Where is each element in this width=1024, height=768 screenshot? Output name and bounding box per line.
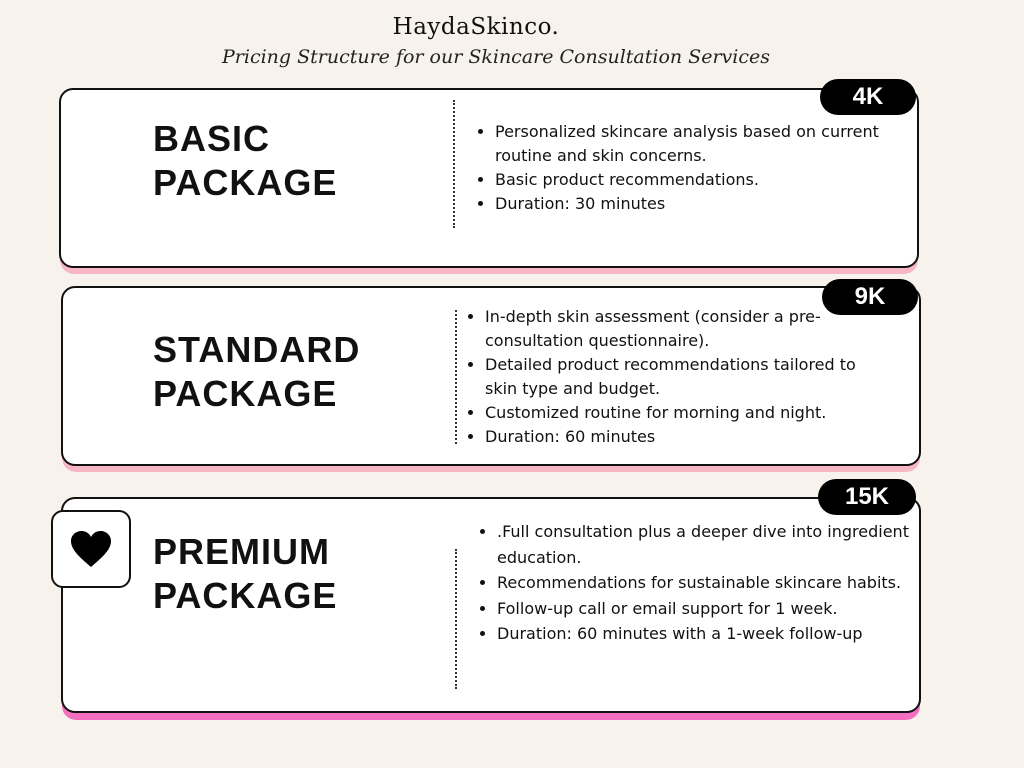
list-item: • Recommendations for sustainable skincare habits. [497,570,917,596]
list-item: • Customized routine for morning and night. [485,401,857,425]
premium-package-title [153,530,337,618]
premium-package-card [61,497,921,713]
basic-title-line2: PACKAGE [153,162,338,203]
list-item: • Duration: 60 minutes with a 1-week follow-up [497,621,917,647]
premium-title-line1: PREMIUM [153,531,330,572]
list-item: • Duration: 60 minutes [485,425,857,449]
list-item: • Personalized skincare analysis based on current routine and skin concerns. [495,120,915,168]
list-item: • Basic product recommendations. [495,168,915,192]
list-item: • Detailed product recommendations tailored to skin type and budget. [485,353,857,401]
premium-price-badge: 15K [818,479,916,515]
standard-title-line2: PACKAGE [153,373,338,414]
heart-icon [70,530,112,568]
basic-package-title [153,117,337,205]
premium-features-list [475,519,917,647]
basic-features-list [473,120,915,216]
basic-package-card [59,88,919,268]
premium-divider [455,549,457,689]
list-item: • .Full consultation plus a deeper dive into ingredient education. [497,519,917,570]
premium-title-line2: PACKAGE [153,575,338,616]
page-subtitle: Pricing Structure for our Skincare Consultation Services [222,46,770,68]
standard-package-title [153,328,360,416]
basic-price-badge: 4K [820,79,916,115]
standard-divider [455,310,457,444]
standard-title-line1: STANDARD [153,329,361,370]
basic-divider [453,100,455,228]
brand-title: HaydaSkinco. [392,14,560,40]
basic-title-line1: BASIC [153,118,271,159]
list-item: • Duration: 30 minutes [495,192,915,216]
standard-price-badge: 9K [822,279,918,315]
list-item: • Follow-up call or email support for 1 week. [497,596,917,622]
premium-heart-badge [51,510,131,588]
list-item: • In-depth skin assessment (consider a pre-consultation questionnaire). [485,305,857,353]
standard-package-card [61,286,921,466]
standard-features-list [463,305,857,449]
